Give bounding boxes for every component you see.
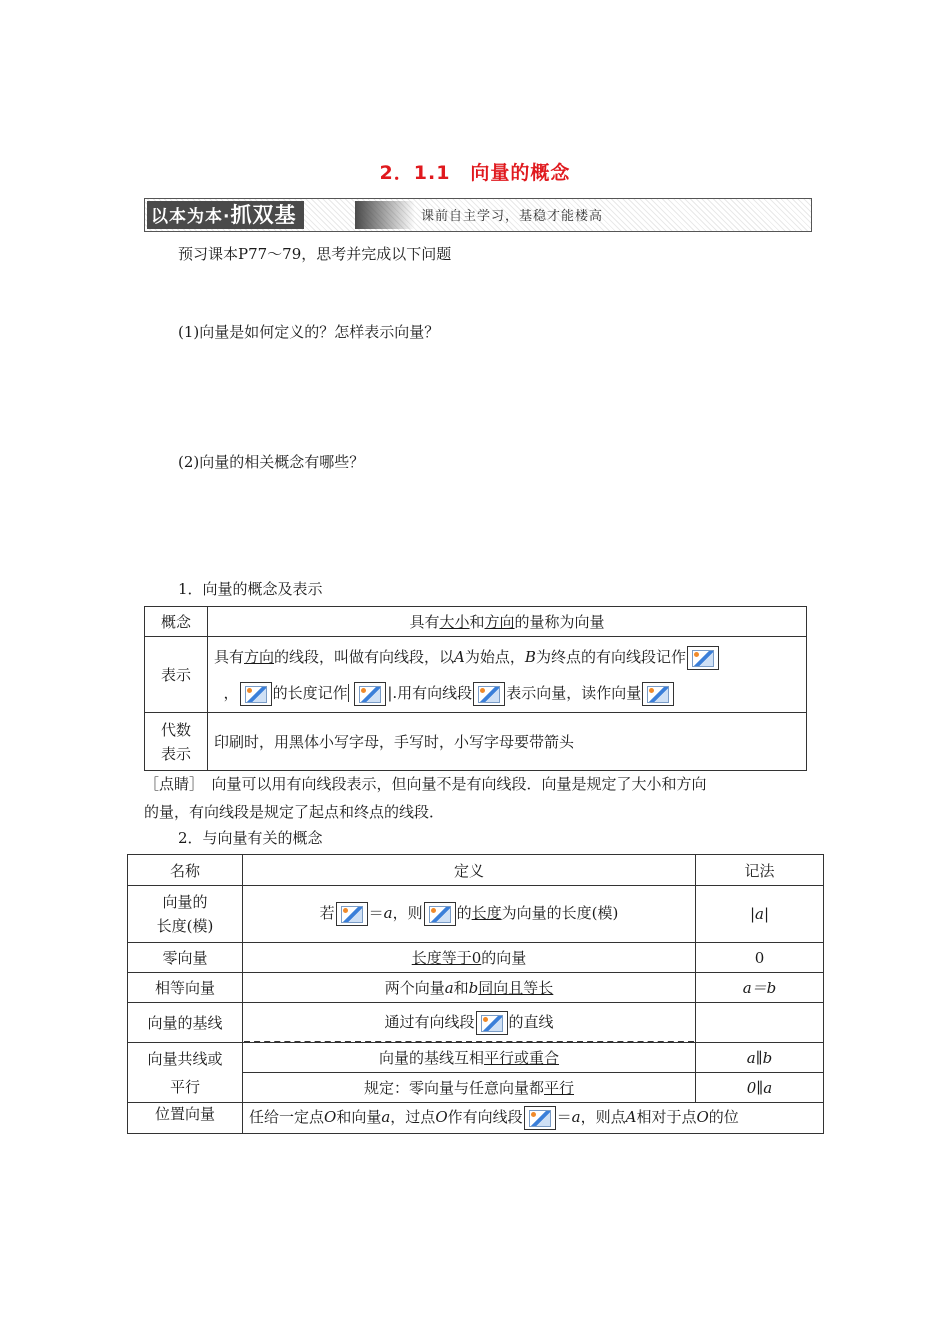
text: 规定：零向量与任意向量都 [363,1079,544,1097]
algebraic-text: 印刷时，用黑体小写字母，手写时，小写字母要带箭头 [208,713,807,771]
concept-name [128,886,243,943]
formula-image-icon [336,902,368,926]
intro-text: 预习课本P77～79，思考并完成以下问题 [178,245,452,263]
formula-image-icon [642,682,674,706]
column-header: 名称 [128,855,243,886]
text: |.用有向线段 [387,683,473,702]
text: O [696,1108,709,1126]
point-a: A [454,647,465,666]
blank-answer: 方向 [244,647,275,666]
text: 相对于点 [636,1108,697,1126]
formula-image-icon [476,1011,508,1035]
text: a [381,1108,391,1126]
text: ，则 [392,904,423,922]
text: 向量共线或 [147,1049,223,1068]
note-line-2: 的量，有向线段是规定了起点和终点的线段． [144,803,445,821]
text: 的线段，叫做有向线段，以 [274,647,455,666]
blank-answer: 平行或重合 [484,1049,560,1067]
table-row [145,713,807,771]
dashed-divider [244,1041,694,1043]
table-row [128,973,824,1003]
representation-text [208,637,807,713]
text: 作有向线段 [447,1108,523,1126]
question-1: (1)向量是如何定义的？怎样表示向量？ [178,323,440,341]
text: a [444,979,454,997]
formula-image-icon [240,682,272,706]
text: ＝ [556,1108,572,1126]
blank-answer: 同向且等长 [478,979,554,997]
text: 任给一定点 [249,1108,325,1126]
concept-notation: a∥b [696,1043,824,1073]
formula-image-icon [524,1106,556,1130]
text: ， [223,683,239,702]
concept-notation: 0 [696,943,824,973]
banner-fade [355,201,415,229]
concept-notation: a＝b [696,973,824,1003]
text: 平行 [169,1077,200,1096]
table-row [128,1043,824,1073]
text: 和 [469,613,485,631]
point-b: B [524,647,536,666]
note-line-1: ［点睛］ 向量可以用有向线段表示，但向量不是有向线段．向量是规定了大小和方向 [144,775,707,793]
concept-notation [696,1003,824,1043]
text: 和向量 [336,1108,382,1126]
table-row [128,1103,824,1134]
text: a [571,1108,581,1126]
text: 为向量的长度(模) [501,904,619,922]
table-row [128,886,824,943]
concept-name [128,1043,243,1103]
row-label-concept: 概念 [145,607,208,637]
note-paragraph [144,770,812,826]
text: ，则点 [580,1108,626,1126]
table-row [145,607,807,637]
text: 若 [319,904,335,922]
text: 的向量 [481,949,527,967]
text: ，过点 [390,1108,436,1126]
text: A [625,1108,637,1126]
concept-definition [243,943,696,973]
text: 的直线 [508,1012,554,1031]
concept-notation: |a| [696,886,824,943]
formula-image-icon [354,682,386,706]
vector-concept-table [144,606,807,771]
concept-definition [208,607,807,637]
text: 表示向量，读作向量 [506,683,642,702]
formula-image-icon [473,682,505,706]
text: 为终点的有向线段记作 [535,647,686,666]
vector-related-concepts-table [127,854,824,1134]
formula-image-icon [687,646,719,670]
text: a [383,904,393,922]
concept-notation: 0∥a [696,1073,824,1103]
page-title: 2．1.1 向量的概念 [379,162,571,184]
blank-answer: 平行 [544,1079,575,1097]
text: 具有 [214,647,245,666]
concept-definition [243,886,696,943]
blank-answer: 长度 [471,904,502,922]
table-row [128,1003,824,1043]
text: ＝ [368,904,384,922]
concept-definition [243,1103,824,1134]
concept-definition [243,973,696,1003]
question-2: (2)向量的相关概念有哪些？ [178,453,365,471]
text: 的长度记作 [272,683,348,702]
text: 表示 [160,744,191,763]
column-header: 定义 [243,855,696,886]
column-header: 记法 [696,855,824,886]
text: 具有 [409,613,440,631]
concept-name: 向量的基线 [128,1003,243,1043]
section-banner [144,198,812,232]
concept-definition [243,1003,696,1043]
concept-definition [243,1043,696,1073]
text: 向量的基线互相 [378,1049,484,1067]
table-header-row [128,855,824,886]
section1-heading: 1．向量的概念及表示 [178,580,323,598]
banner-slogan: 课前自主学习，基稳才能楼高 [421,209,604,224]
text: 的量称为向量 [514,613,605,631]
row-label-representation: 表示 [145,637,208,713]
text: 两个向量 [384,979,445,997]
text: 长度(模) [156,917,214,935]
section2-heading: 2．与向量有关的概念 [178,829,323,847]
concept-name: 零向量 [128,943,243,973]
banner-label-small: 以本为本· [151,207,231,227]
text: O [435,1108,448,1126]
text: 的 [456,904,472,922]
text: 和 [453,979,469,997]
banner-label-big: 抓双基 [230,203,297,227]
formula-image-icon [424,902,456,926]
row-label-algebraic [145,713,208,771]
text: b [468,979,479,997]
concept-name: 位置向量 [128,1103,243,1134]
text: 代数 [160,720,191,739]
table-row [128,943,824,973]
blank-answer: 方向 [484,613,515,631]
concept-name: 相等向量 [128,973,243,1003]
blank-answer: 长度等于0 [411,949,482,967]
text: 通过有向线段 [384,1012,475,1031]
table-row [145,637,807,713]
text: 的位 [708,1108,739,1126]
banner-label [147,201,304,229]
blank-answer: 大小 [439,613,470,631]
text: O [324,1108,337,1126]
concept-definition [243,1073,696,1103]
text: 向量的 [162,893,208,911]
text: 为始点， [464,647,525,666]
